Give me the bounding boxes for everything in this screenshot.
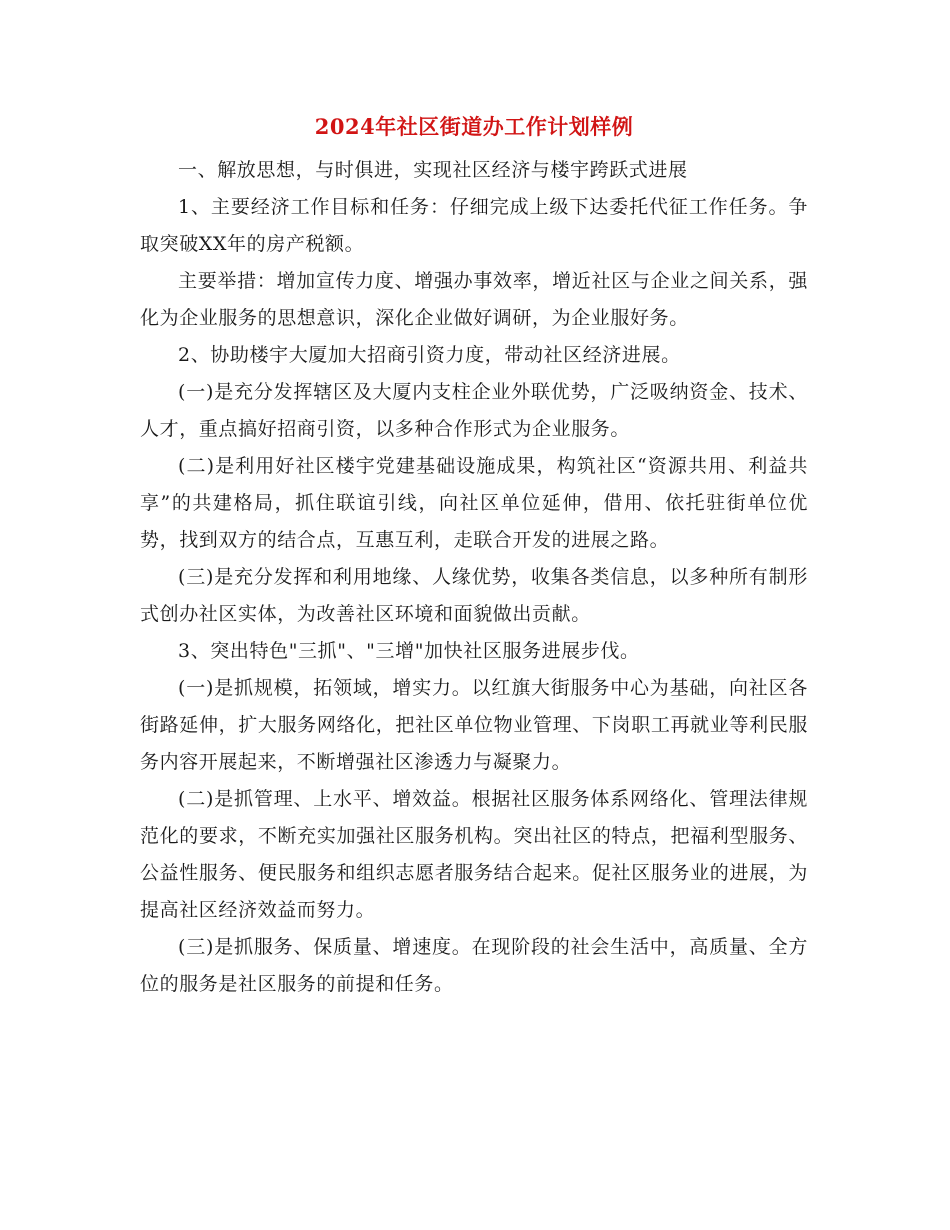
paragraph-item-1-1: (一)是充分发挥辖区及大厦内支柱企业外联优势，广泛吸纳资金、技术、人才，重点搞好招商引资，以多种合作形式为企业服务。 bbox=[140, 381, 808, 440]
paragraph-item-2-2: (二)是抓管理、上水平、增效益。根据社区服务体系网络化、管理法律规范化的要求，不断充实加强社区服务机构。突出社区的特点，把福利型服务、公益性服务、便民服务和组织志愿者服务结合起来。促社区服务业的进展，为提高社区经济效益而努力。 bbox=[140, 788, 808, 921]
document-title: 2024年社区街道办工作计划样例 bbox=[314, 114, 634, 139]
paragraph-item-1-3: (三)是充分发挥和利用地缘、人缘优势，收集各类信息，以多种所有制形式创办社区实体，为改善社区环境和面貌做出贡献。 bbox=[140, 566, 808, 625]
paragraph-item-1-2: (二)是利用好社区楼宇党建基础设施成果，构筑社区“资源共用、利益共享”的共建格局，抓住联谊引线，向社区单位延伸，借用、依托驻街单位优势，找到双方的结合点，互惠互利，走联合开发的进展之路。 bbox=[140, 455, 808, 551]
paragraph-economic-goals: 1、主要经济工作目标和任务：仔细完成上级下达委托代征工作任务。争取突破XX年的房产税额。 bbox=[140, 196, 808, 255]
paragraph-item-2-1: (一)是抓规模，拓领域，增实力。以红旗大街服务中心为基础，向社区各街路延伸，扩大服务网络化，把社区单位物业管理、下岗职工再就业等利民服务内容开展起来，不断增强社区渗透力与凝聚力。 bbox=[140, 677, 808, 773]
paragraph-item-2-3: (三)是抓服务、保质量、增速度。在现阶段的社会生活中，高质量、全方位的服务是社区服务的前提和任务。 bbox=[140, 936, 808, 995]
paragraph-main-measures: 主要举措：增加宣传力度、增强办事效率，增近社区与企业之间关系，强化为企业服务的思想意识，深化企业做好调研，为企业服好务。 bbox=[140, 270, 808, 329]
paragraph-investment: 2、协助楼宇大厦加大招商引资力度，带动社区经济进展。 bbox=[178, 344, 681, 366]
paragraph-three-grabs: 3、突出特色"三抓"、"三增"加快社区服务进展步伐。 bbox=[178, 640, 640, 662]
paragraph-section-1-heading: 一、解放思想，与时俱进，实现社区经济与楼宇跨跃式进展 bbox=[178, 159, 688, 181]
document-page bbox=[140, 112, 808, 1003]
